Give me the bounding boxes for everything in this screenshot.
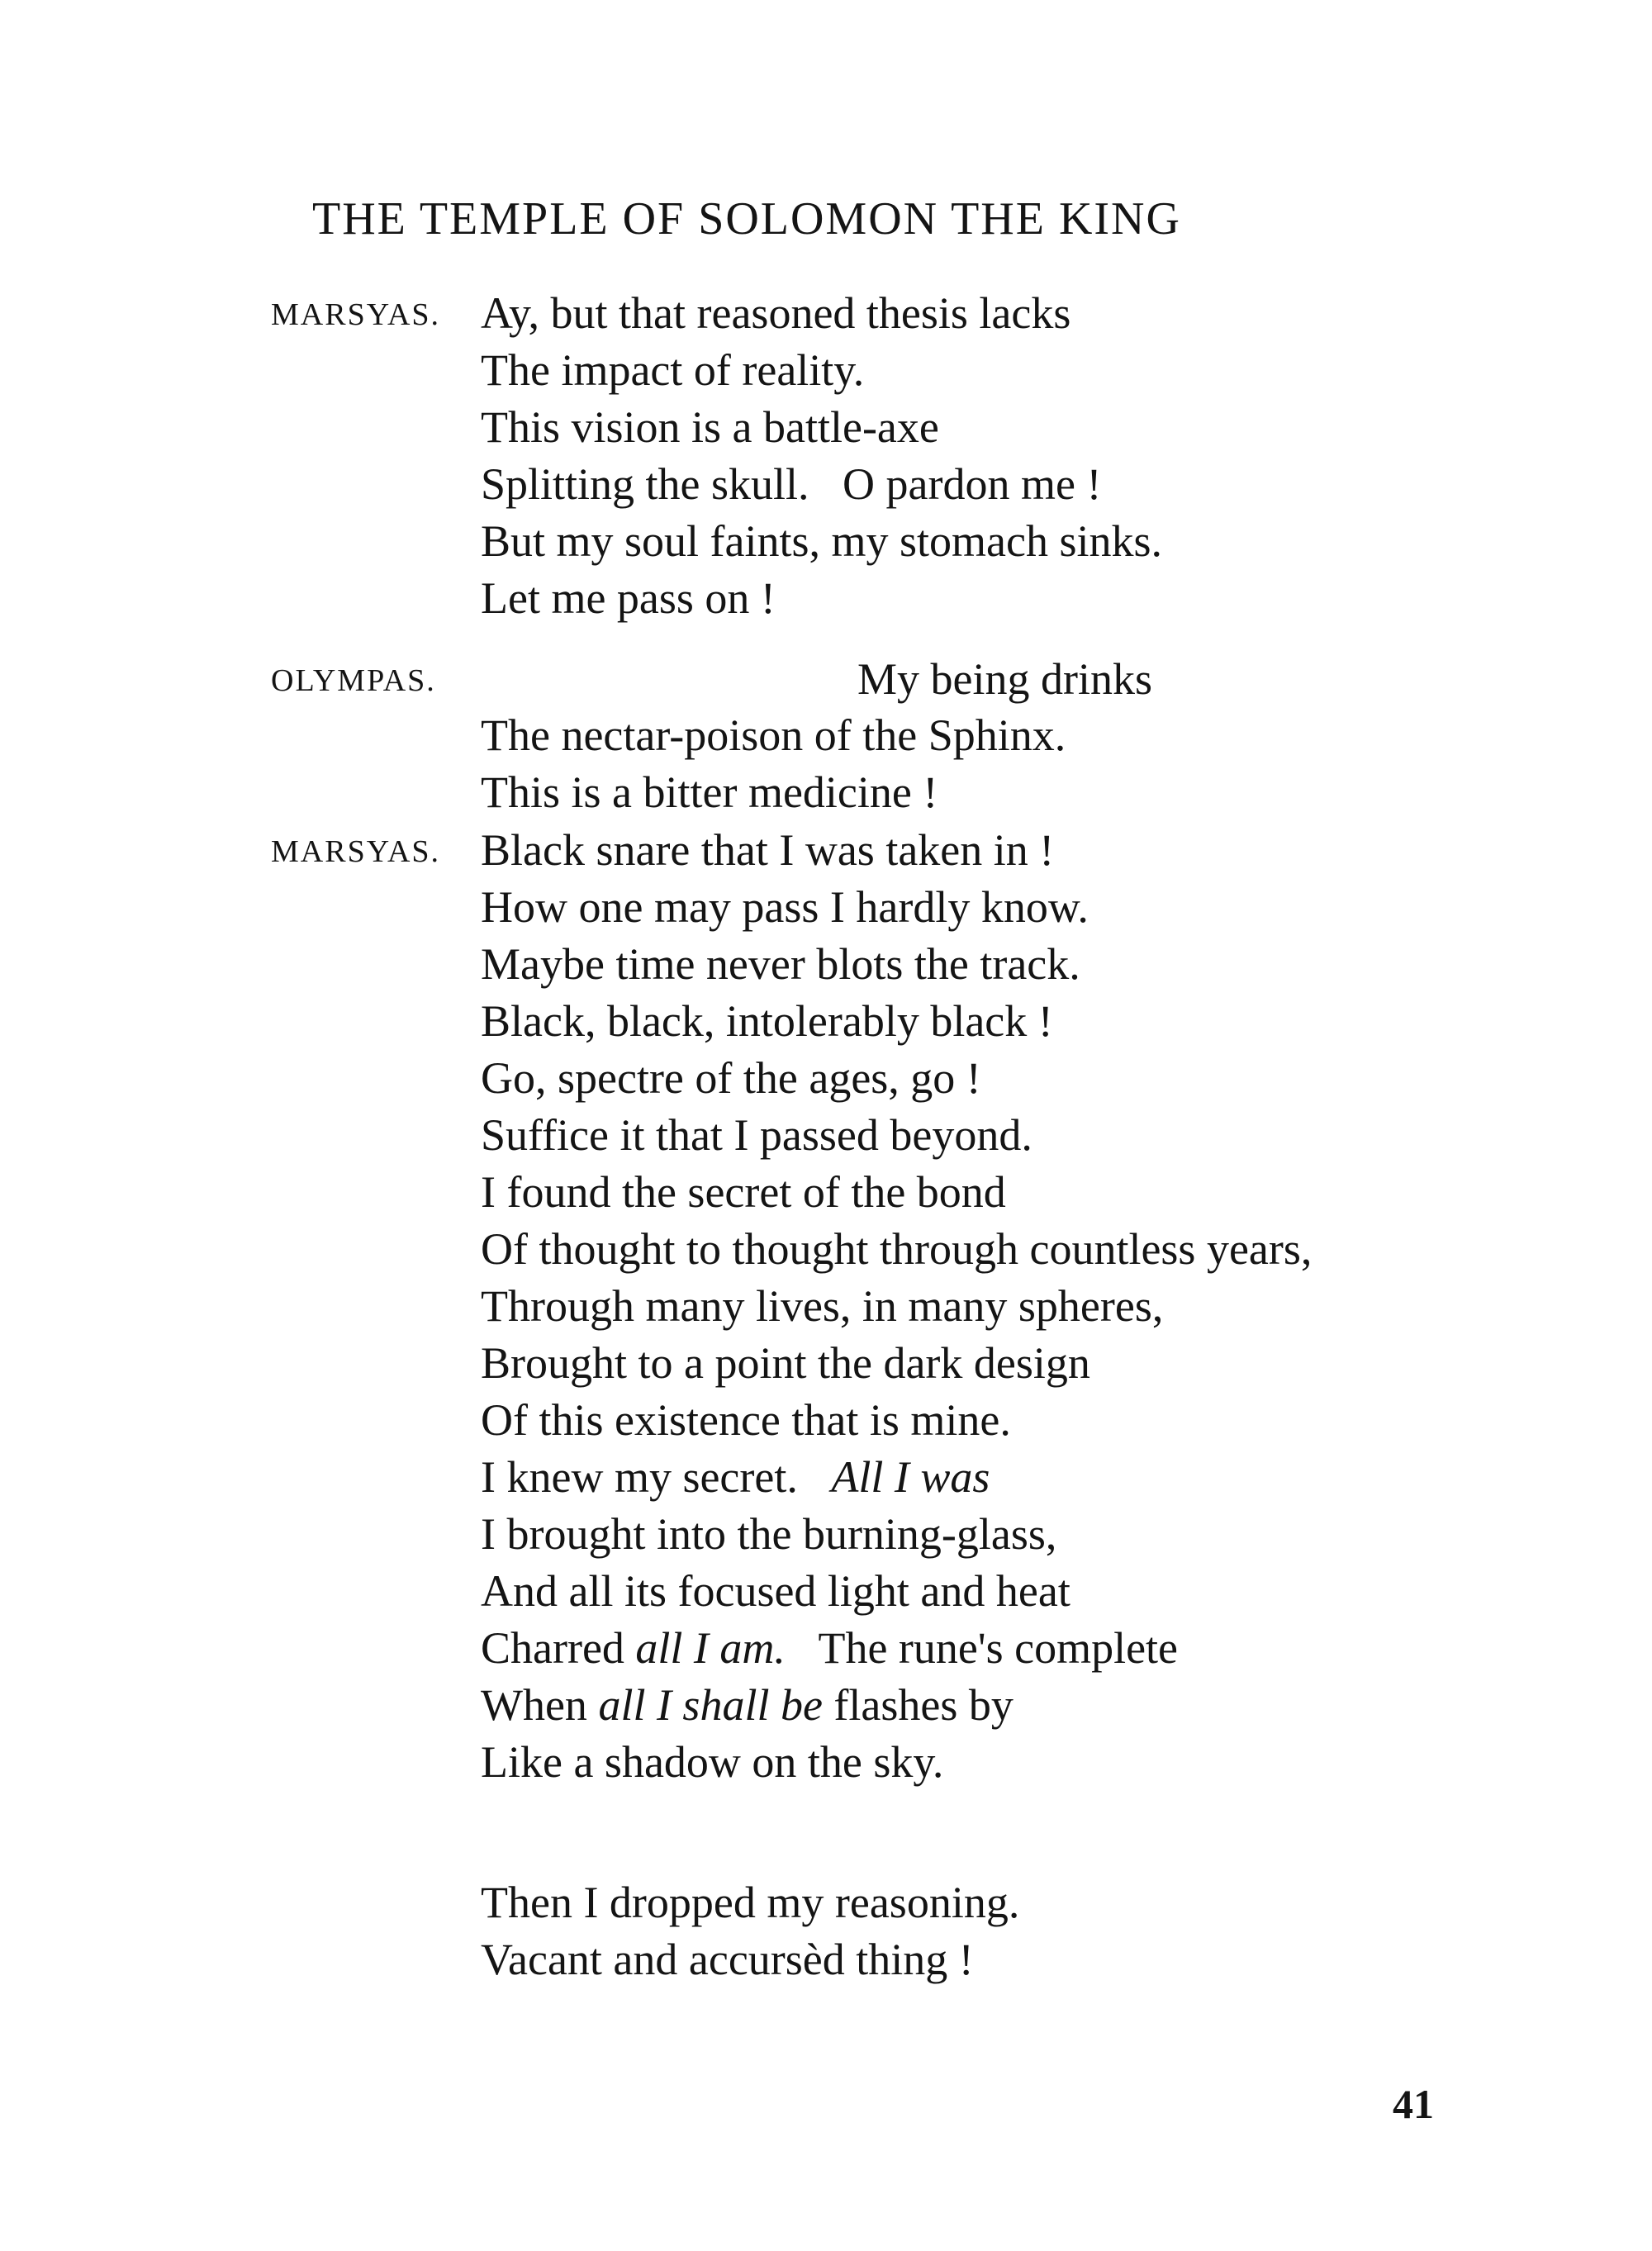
verse-line: Ay, but that reasoned thesis lacks bbox=[481, 288, 1071, 338]
verse-italic: all I shall be bbox=[598, 1680, 823, 1730]
verse-line: Black, black, intolerably black ! bbox=[481, 996, 1053, 1046]
verse-line bbox=[481, 1452, 990, 1502]
verse-text: Charred bbox=[481, 1623, 624, 1673]
verse-line: This is a bitter medicine ! bbox=[481, 767, 938, 817]
verse-line: Of thought to thought through countless years, bbox=[481, 1224, 1313, 1274]
verse-text: I knew my secret. bbox=[481, 1452, 798, 1502]
verse-line: Splitting the skull. O pardon me ! bbox=[481, 459, 1102, 509]
verse-line: Through many lives, in many spheres, bbox=[481, 1281, 1164, 1331]
verse-line: This vision is a battle-axe bbox=[481, 402, 939, 452]
verse-line: Maybe time never blots the track. bbox=[481, 939, 1080, 989]
verse-line bbox=[481, 1680, 1014, 1730]
verse-line bbox=[481, 1623, 1179, 1673]
verse-line: Then I dropped my reasoning. bbox=[481, 1878, 1020, 1927]
verse-text: When bbox=[481, 1680, 587, 1730]
verse-line: Vacant and accursèd thing ! bbox=[481, 1935, 974, 1984]
verse-line: Like a shadow on the sky. bbox=[481, 1737, 944, 1787]
speaker-marsyas: MARSYAS. bbox=[271, 297, 441, 332]
verse-line: The impact of reality. bbox=[481, 345, 865, 395]
verse-line: Of this existence that is mine. bbox=[481, 1395, 1011, 1445]
verse-line: Brought to a point the dark design bbox=[481, 1338, 1090, 1388]
verse-line: How one may pass I hardly know. bbox=[481, 882, 1089, 932]
verse-line: I brought into the burning-glass, bbox=[481, 1509, 1057, 1559]
verse-line: The nectar-poison of the Sphinx. bbox=[481, 710, 1066, 760]
verse-line: Go, spectre of the ages, go ! bbox=[481, 1053, 981, 1103]
verse-line: My being drinks bbox=[857, 654, 1152, 704]
verse-line: Suffice it that I passed beyond. bbox=[481, 1110, 1032, 1160]
running-head: THE TEMPLE OF SOLOMON THE KING bbox=[312, 193, 1181, 245]
verse-italic: all I am. bbox=[635, 1623, 786, 1673]
speaker-olympas: OLYMPAS. bbox=[271, 663, 436, 698]
verse-text: The rune's complete bbox=[818, 1623, 1179, 1673]
verse-line: But my soul faints, my stomach sinks. bbox=[481, 516, 1163, 566]
page-number: 41 bbox=[1393, 2081, 1434, 2127]
verse-line: Black snare that I was taken in ! bbox=[481, 825, 1055, 875]
speaker-marsyas: MARSYAS. bbox=[271, 834, 441, 869]
verse-italic: All I was bbox=[831, 1452, 990, 1502]
verse-text: flashes by bbox=[833, 1680, 1014, 1730]
verse-line: Let me pass on ! bbox=[481, 573, 776, 623]
verse-line: And all its focused light and heat bbox=[481, 1566, 1070, 1616]
verse-line: I found the secret of the bond bbox=[481, 1167, 1006, 1217]
